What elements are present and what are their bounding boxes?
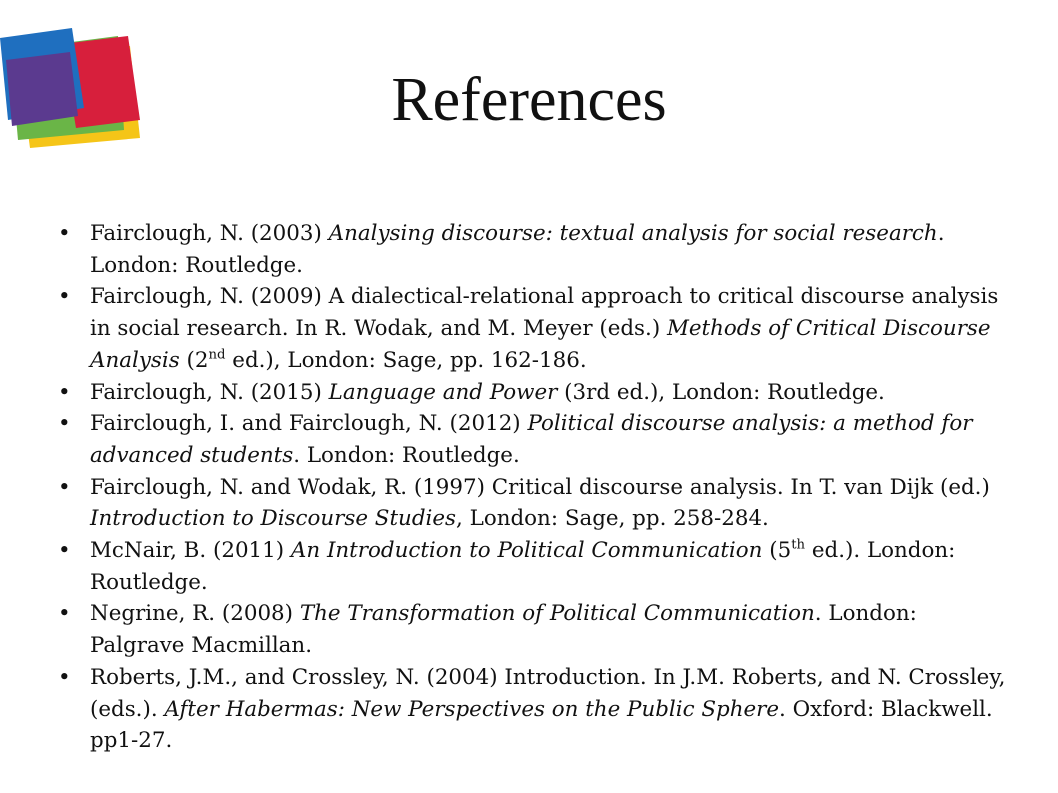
bullet: • <box>58 379 71 405</box>
list-item: • McNair, B. (2011) An Introduction to Political Communication (5th ed.). London: Routledge. <box>52 535 1012 598</box>
list-item: • Fairclough, N. (2015) Language and Power (3rd ed.), London: Routledge. <box>52 377 1012 409</box>
bullet: • <box>58 664 71 690</box>
list-item: • Roberts, J.M., and Crossley, N. (2004) Introduction. In J.M. Roberts, and N. Crossley, (eds.). After Habermas: New Perspectives on the Public Sphere. Oxford: Blackwell. pp1-27. <box>52 662 1012 757</box>
bullet: • <box>58 474 71 500</box>
bullet: • <box>58 601 71 627</box>
page-title: References <box>391 66 667 134</box>
list-item: • Fairclough, N. (2003) Analysing discourse: textual analysis for social research. London: Routledge. <box>52 218 1012 281</box>
list-item: • Fairclough, N. (2009) A dialectical-relational approach to critical discourse analysis in social research. In R. Wodak, and M. Meyer (eds.) Methods of Critical Discourse Analysis (2nd ed.), London: Sage, pp. 162-186. <box>52 281 1012 376</box>
bullet: • <box>58 538 71 564</box>
list-item: • Fairclough, N. and Wodak, R. (1997) Critical discourse analysis. In T. van Dijk (ed.) Introduction to Discourse Studies, London: Sage, pp. 258-284. <box>52 472 1012 535</box>
list-item: • Negrine, R. (2008) The Transformation of Political Communication. London: Palgrave Macmillan. <box>52 598 1012 661</box>
references-list <box>52 218 1012 757</box>
bullet: • <box>58 284 71 310</box>
bullet: • <box>58 221 71 246</box>
list-item: • Fairclough, I. and Fairclough, N. (2012) Political discourse analysis: a method for advanced students. London: Routledge. <box>52 408 1012 471</box>
bullet: • <box>58 411 71 437</box>
